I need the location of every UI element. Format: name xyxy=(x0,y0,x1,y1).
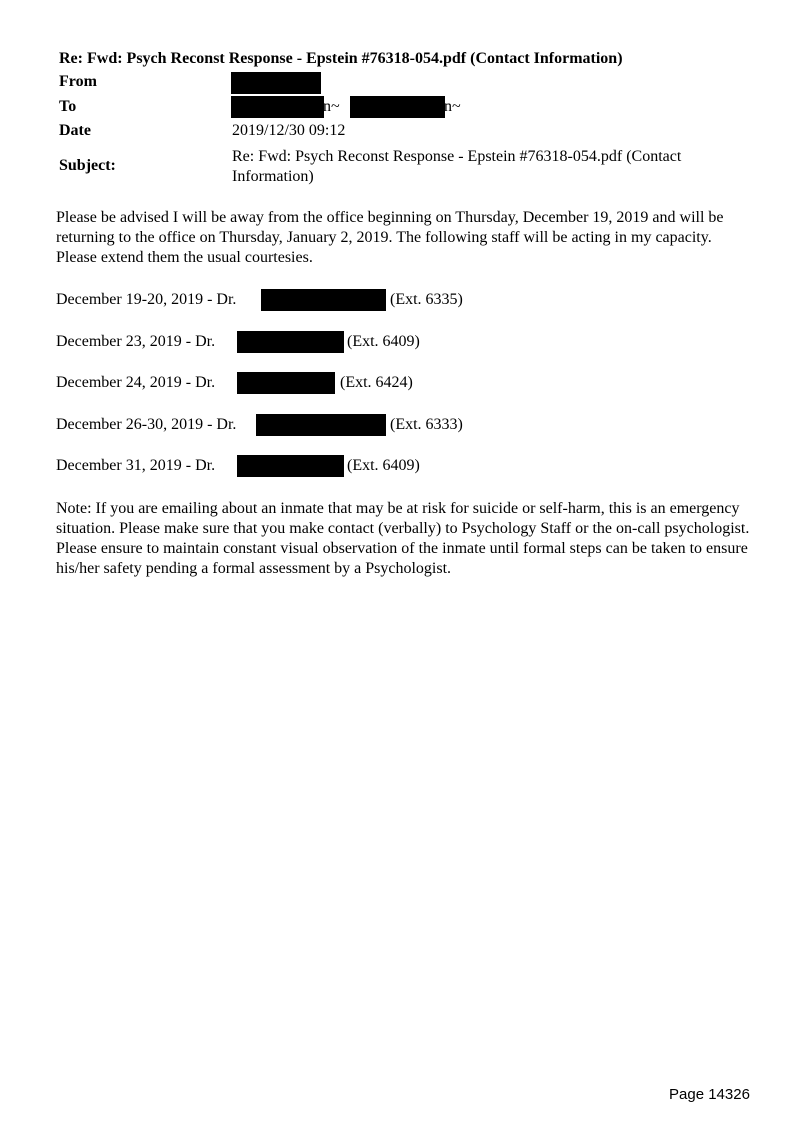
note-paragraph: Note: If you are emailing about an inmate that may be at risk for suicide or self-harm, this is an emergency situation. Please make sure that you make contact (verbally) to Psychology Staff or the on-call psychologist. Please ensure to maintain constant visual observation of the inmate until formal steps can be taken to ensure his/her safety pending a formal assessment by a Psychologist. xyxy=(56,500,750,577)
intro-paragraph: Please be advised I will be away from the office beginning on Thursday, December 19, 2019 and will be returning to the office on Thursday, January 2, 2019. The following staff will be acting in my capacity. Please extend them the usual courtesies. xyxy=(56,209,724,266)
date-value: 2019/12/30 09:12 xyxy=(232,122,346,139)
schedule-dates: December 23, 2019 - Dr. xyxy=(56,333,216,350)
from-label: From xyxy=(59,73,97,90)
schedule-redaction xyxy=(237,372,335,394)
schedule-dates: December 24, 2019 - Dr. xyxy=(56,374,216,391)
schedule-dates: December 31, 2019 - Dr. xyxy=(56,457,216,474)
email-title: Re: Fwd: Psych Reconst Response - Epstein #76318-054.pdf (Contact Information) xyxy=(59,50,623,67)
to-suffix-1: n~ xyxy=(323,98,340,115)
schedule-ext: (Ext. 6409) xyxy=(347,333,420,350)
schedule-redaction xyxy=(237,455,344,477)
subject-label: Subject: xyxy=(59,157,116,174)
schedule-ext: (Ext. 6409) xyxy=(347,457,420,474)
schedule-dates: December 19-20, 2019 - Dr. xyxy=(56,291,237,308)
schedule-redaction xyxy=(261,289,386,311)
to-redaction-2 xyxy=(350,96,445,118)
schedule-dates: December 26-30, 2019 - Dr. xyxy=(56,416,237,433)
date-label: Date xyxy=(59,122,91,139)
schedule-ext: (Ext. 6424) xyxy=(340,374,413,391)
schedule-redaction xyxy=(237,331,344,353)
to-label: To xyxy=(59,98,77,115)
schedule-ext: (Ext. 6335) xyxy=(390,291,463,308)
schedule-ext: (Ext. 6333) xyxy=(390,416,463,433)
schedule-redaction xyxy=(256,414,386,436)
to-redaction-1 xyxy=(231,96,324,118)
page-number: Page 14326 xyxy=(669,1086,750,1103)
to-suffix-2: n~ xyxy=(444,98,461,115)
from-redaction xyxy=(231,72,321,94)
subject-value: Re: Fwd: Psych Reconst Response - Epstein #76318-054.pdf (Contact Information) xyxy=(232,148,682,185)
